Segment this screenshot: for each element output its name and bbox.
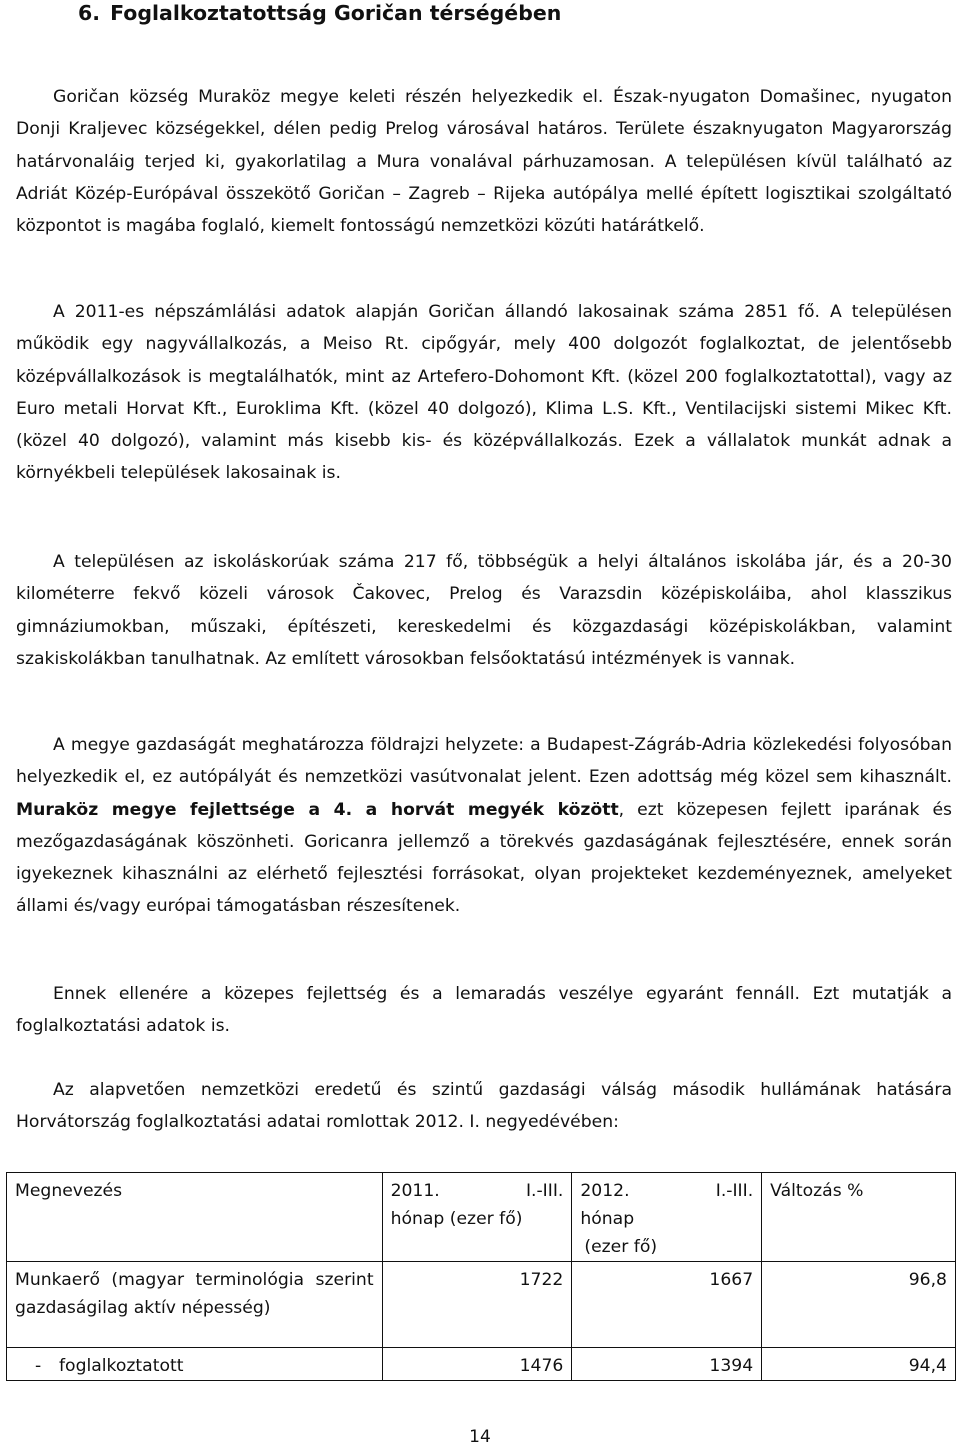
row-employed-2012: 1394 bbox=[572, 1348, 762, 1381]
row-labor-force-change: 96,8 bbox=[762, 1262, 956, 1348]
economy-text-end: , ezt közepesen fejlett iparának és mezőgazdaságának köszönheti. Goricanra jellemző a törekvés gazdaságának fejlesztésére, ennek során igyekeznek kihasználni az elérhető fejlesztési forrásokat, olyan projekteket kezdeményeznek, amelyeket állami és/vagy európai támogatásban részesítenek. bbox=[16, 799, 952, 917]
header-2012-unit: (ezer fő) bbox=[584, 1237, 658, 1257]
section-title: Foglalkoztatottság Goričan térségében bbox=[110, 1, 562, 25]
header-2012-period: I.-III. bbox=[715, 1181, 754, 1201]
header-2012-month: hónap bbox=[580, 1209, 635, 1229]
section-number: 6. bbox=[78, 1, 101, 25]
economy-text-start: A megye gazdaságát meghatározza földrajzi helyzete: a Budapest-Zágráb-Adria közlekedési folyosóban helyezkedik el, ez autópályát és nemzetközi vasútvonalat jelent. Ezen adottság még közel sem kihasznált. bbox=[16, 735, 952, 788]
economy-highlight: Muraköz megye fejlettsége a 4. a horvát megyék között bbox=[16, 799, 619, 820]
paragraph-location: Goričan község Muraköz megye keleti részén helyezkedik el. Észak-nyugaton Domašinec, nyugaton Donji Kraljevec községekkel, délen pedig Prelog városával határos. Területe északnyugaton Magyarország határvonaláig terjed ki, gyakorlatilag a Mura vonalával párhuzamosan. A településen kívül található az Adriát Közép-Európával összekötő Goričan – Zagreb – Rijeka autópálya mellé épített logisztikai szolgáltató központot is magába foglaló, kiemelt fontosságú nemzetközi közúti határátkelő. bbox=[16, 87, 952, 237]
employment-table bbox=[6, 1172, 956, 1381]
header-2011-period: I.-III. bbox=[525, 1181, 564, 1201]
table-row bbox=[7, 1262, 956, 1348]
header-cell-2011 bbox=[382, 1173, 572, 1262]
employed-dash: - bbox=[35, 1356, 42, 1376]
paragraph-economy bbox=[16, 729, 952, 923]
header-2012-year: 2012. bbox=[580, 1181, 630, 1201]
header-change-label: Változás % bbox=[770, 1181, 864, 1201]
paragraph-education: A településen az iskoláskorúak száma 217 fő, többségük a helyi általános iskolába jár, és a 20-30 kilométerre fekvő közeli városok Čakovec, Prelog és Varazsdin középiskoláiba, ahol klasszikus gimnáziumokban, műszaki, építészeti, kereskedelmi és közgazdasági középiskolákban, valamint szakiskolákban tanulhatnak. Az említett városokban felsőoktatású intézmények is vannak. bbox=[16, 552, 952, 669]
page-number: 14 bbox=[469, 1427, 491, 1447]
paragraph-crisis-intro: Az alapvetően nemzetközi eredetű és szintű gazdasági válság második hullámának hatására Horvátország foglalkoztatási adatai romlottak 2012. I. negyedévében: bbox=[16, 1080, 952, 1133]
table-header-row bbox=[7, 1173, 956, 1262]
employed-label: foglalkoztatott bbox=[59, 1356, 184, 1376]
paragraph-population-employers: A 2011-es népszámlálási adatok alapján Goričan állandó lakosainak száma 2851 fő. A településen működik egy nagyvállalkozás, a Meiso Rt. cipőgyár, mely 400 dolgozót foglalkoztat, de jelentősebb középvállalkozások is megtalálhatók, mint az Artefero-Dohomont Kft. (közel 200 foglalkoztatottal), vagy az Euro metali Horvat Kft., Euroklima Kft. (közel 40 dolgozó), Klima L.S. Kft., Ventilacijski sistemi Mikec Kft. (közel 40 dolgozó), valamint más kisebb kis- és középvállalkozás. Ezek a vállalatok munkát adnak a környékbeli települések lakosainak is. bbox=[16, 302, 952, 484]
row-employed-2011: 1476 bbox=[382, 1348, 572, 1381]
header-cell-2012 bbox=[572, 1173, 762, 1262]
header-2011-unit: hónap (ezer fő) bbox=[390, 1209, 523, 1229]
row-labor-force-2011: 1722 bbox=[382, 1262, 572, 1348]
header-cell-change bbox=[762, 1173, 956, 1262]
row-labor-force-label bbox=[7, 1262, 383, 1348]
paragraph-development-risk: Ennek ellenére a közepes fejlettség és a lemaradás veszélye egyaránt fennáll. Ezt mutatják a foglalkoztatási adatok is. bbox=[16, 984, 952, 1037]
header-2011-year: 2011. bbox=[390, 1181, 440, 1201]
row-employed-change: 94,4 bbox=[762, 1348, 956, 1381]
labor-force-label: Munkaerő (magyar terminológia szerint gazdaságilag aktív népesség) bbox=[15, 1270, 374, 1318]
row-employed-label bbox=[7, 1348, 383, 1381]
section-heading bbox=[78, 0, 561, 26]
row-labor-force-2012: 1667 bbox=[572, 1262, 762, 1348]
table-row bbox=[7, 1348, 956, 1381]
header-name-label: Megnevezés bbox=[15, 1181, 123, 1201]
header-cell-name bbox=[7, 1173, 383, 1262]
